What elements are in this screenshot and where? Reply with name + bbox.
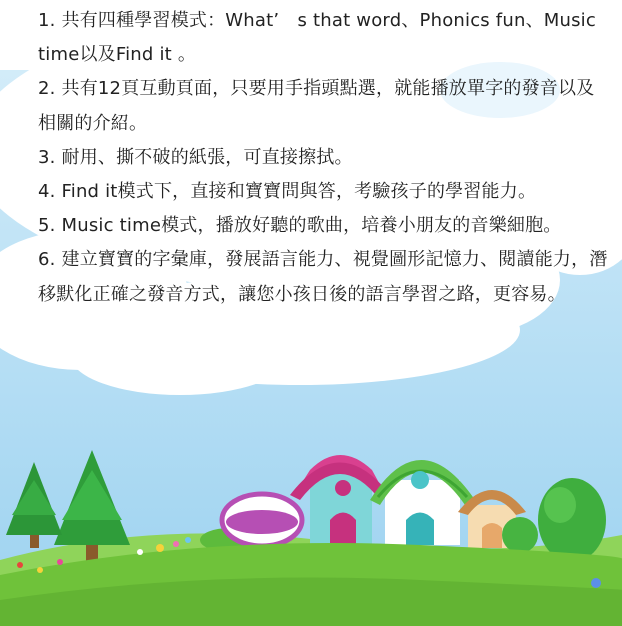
feature-item-5: 5. Music time模式，播放好聽的歌曲，培養小朋友的音樂細胞。 — [38, 215, 562, 237]
feature-item-6: 6. 建立寶寶的字彙庫，發展語言能力、視覺圖形記憶力、閱讀能力，潛移默化正確之發音方式，讓您小孩日後的語言學習之路，更容易。 — [38, 249, 608, 305]
feature-item-1: 1. 共有四種學習模式：What’ s that word、Phonics fun、Music time以及Find it 。 — [38, 10, 596, 66]
feature-item-2: 2. 共有12頁互動頁面，只要用手指頭點選，就能播放單字的發音以及相關的介紹。 — [38, 78, 595, 134]
feature-list — [38, 4, 608, 312]
house-icon — [222, 494, 302, 546]
feature-item-3: 3. 耐用、撕不破的紙張，可直接擦拭。 — [38, 146, 353, 168]
feature-item-4: 4. Find it模式下，直接和寶寶問與答，考驗孩子的學習能力。 — [38, 181, 537, 203]
